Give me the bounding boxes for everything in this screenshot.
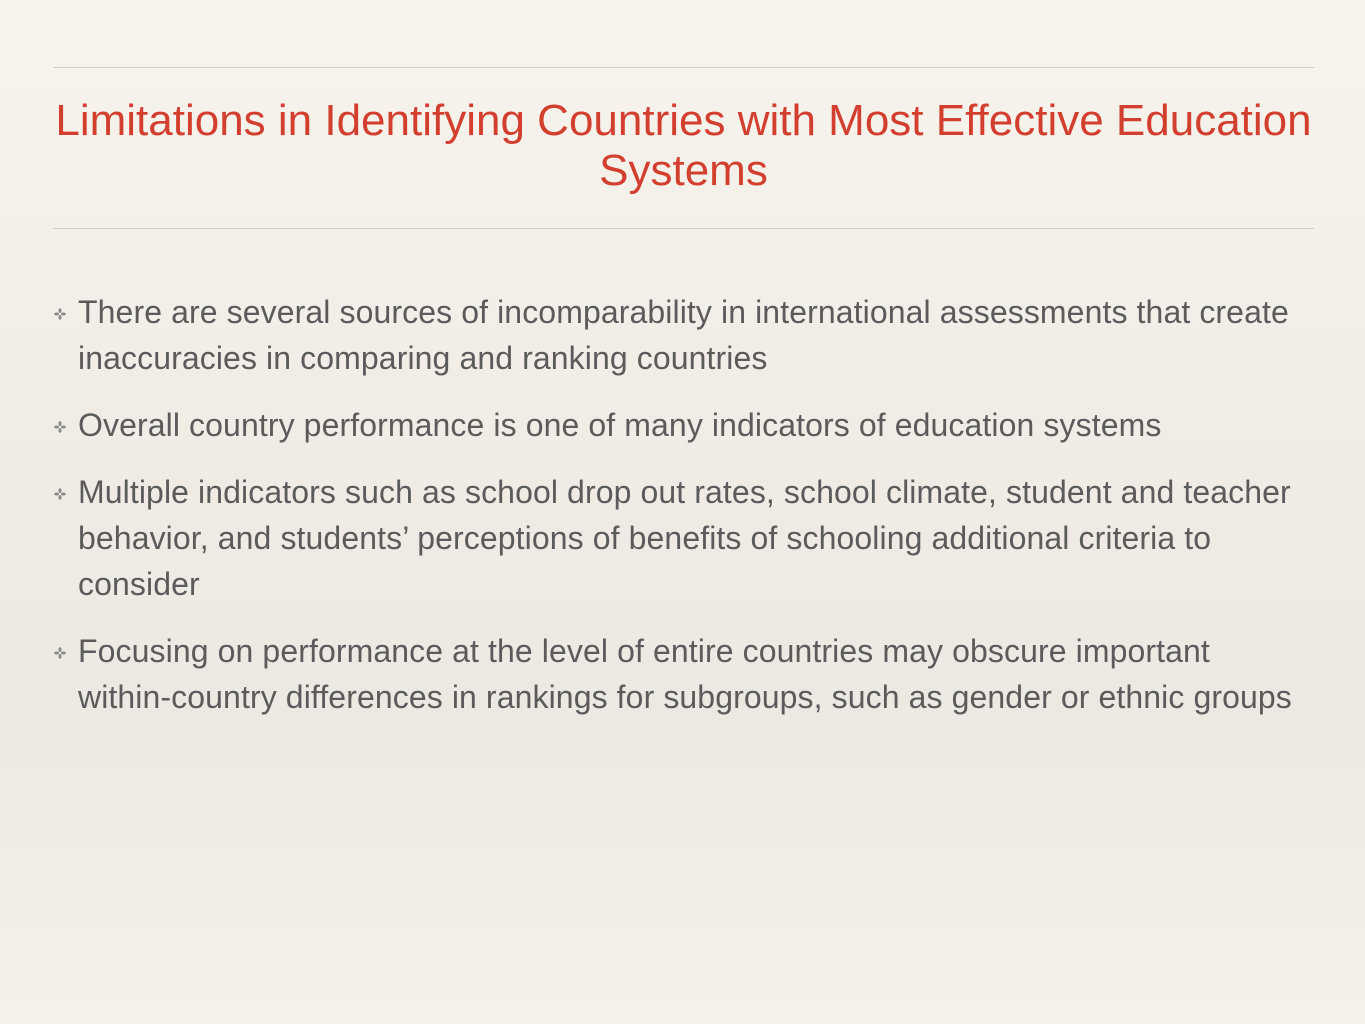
- bullet-item: [54, 469, 1304, 607]
- bullet-text: Multiple indicators such as school drop out rates, school climate, student and teacher behavior, and students’ perceptions of benefits of schooling additional criteria to consider: [78, 474, 1291, 602]
- four-petal-ornament-icon: [54, 488, 66, 500]
- bullet-item: [54, 628, 1304, 720]
- four-petal-ornament-icon: [54, 308, 66, 320]
- slide-title: Limitations in Identifying Countries with Most Effective Education Systems: [55, 96, 1312, 195]
- four-petal-ornament-icon: [54, 421, 66, 433]
- bullet-item: [54, 402, 1304, 448]
- bullet-list: [54, 289, 1304, 741]
- bullet-text: Focusing on performance at the level of entire countries may obscure important within-country differences in rankings for subgroups, such as gender or ethnic groups: [78, 633, 1292, 715]
- bullet-item: [54, 289, 1304, 381]
- bullet-text: Overall country performance is one of many indicators of education systems: [78, 407, 1162, 443]
- title-bottom-rule: [53, 228, 1314, 229]
- four-petal-ornament-icon: [54, 647, 66, 659]
- bullet-text: There are several sources of incomparability in international assessments that create inaccuracies in comparing and ranking countries: [78, 294, 1289, 376]
- title-top-rule: [53, 67, 1314, 68]
